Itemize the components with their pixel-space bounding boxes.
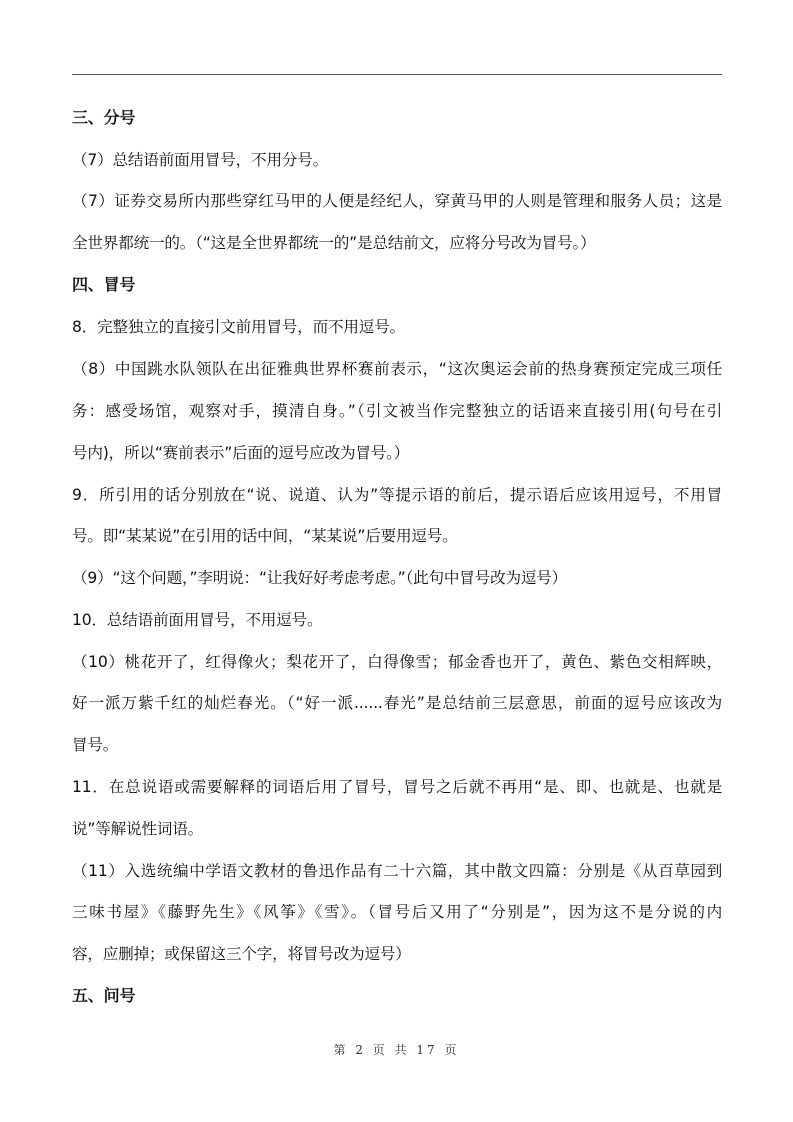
text-line: （9）“这个问题，”李明说：“让我好好考虑考虑。”（此句中冒号改为逗号） [72,569,568,587]
text-line: 冒号。 [72,736,119,754]
text-line: 说”等解说性词语。 [72,820,204,838]
section-heading: 四、冒号 [72,275,136,294]
text-line: 三味书屋》《藤野先生》《风筝》《雪》。（冒号后又用了“分别是”，因为这不是分说的内 [72,903,722,921]
text-line: 全世界都统一的。（“这是全世界都统一的”是总结前文，应将分号改为冒号。） [72,234,596,252]
text-line: （8）中国跳水队领队在出征雅典世界杯赛前表示，“这次奥运会前的热身赛预定完成三项任 [72,360,722,378]
text-line: 好一派万紫千红的灿烂春光。（“好一派......春光”是总结前三层意思，前面的逗号应该改为 [72,694,722,712]
text-line: （7）总结语前面用冒号，不用分号。 [72,151,329,169]
text-line: 11．在总说语或需要解释的词语后用了冒号，冒号之后就不再用“是、即、也就是、也就是 [72,778,722,796]
page-footer: 第 2 页 共 17 页 [333,1043,460,1057]
text-line: 9．所引用的话分别放在“说、说道、认为”等提示语的前后，提示语后应该用逗号，不用冒 [72,486,722,504]
text-line: 10．总结语前面用冒号，不用逗号。 [72,611,323,629]
text-line: 8．完整独立的直接引文前用冒号，而不用逗号。 [72,318,405,336]
text-line: （10）桃花开了，红得像火；梨花开了，白得像雪；郁金香也开了，黄色、紫色交相辉映， [72,653,722,671]
text-line: 务：感受场馆，观察对手，摸清自身。”（引文被当作完整独立的话语来直接引用(句号在引 [72,402,722,420]
header-rule [72,74,722,75]
text-line: （7）证券交易所内那些穿红马甲的人便是经纪人，穿黄马甲的人则是管理和服务人员；这是 [72,192,722,210]
section-heading: 五、问号 [72,986,136,1005]
text-line: 号内)，所以“赛前表示”后面的逗号应改为冒号。） [72,444,410,462]
section-heading: 三、分号 [72,108,136,127]
text-line: （11）入选统编中学语文教材的鲁迅作品有二十六篇，其中散文四篇：分别是《从百草园到 [72,862,722,880]
text-line: 容，应删掉；或保留这三个字，将冒号改为逗号） [72,945,411,963]
text-line: 号。即“某某说”在引用的话中间，“某某说”后要用逗号。 [72,527,458,545]
